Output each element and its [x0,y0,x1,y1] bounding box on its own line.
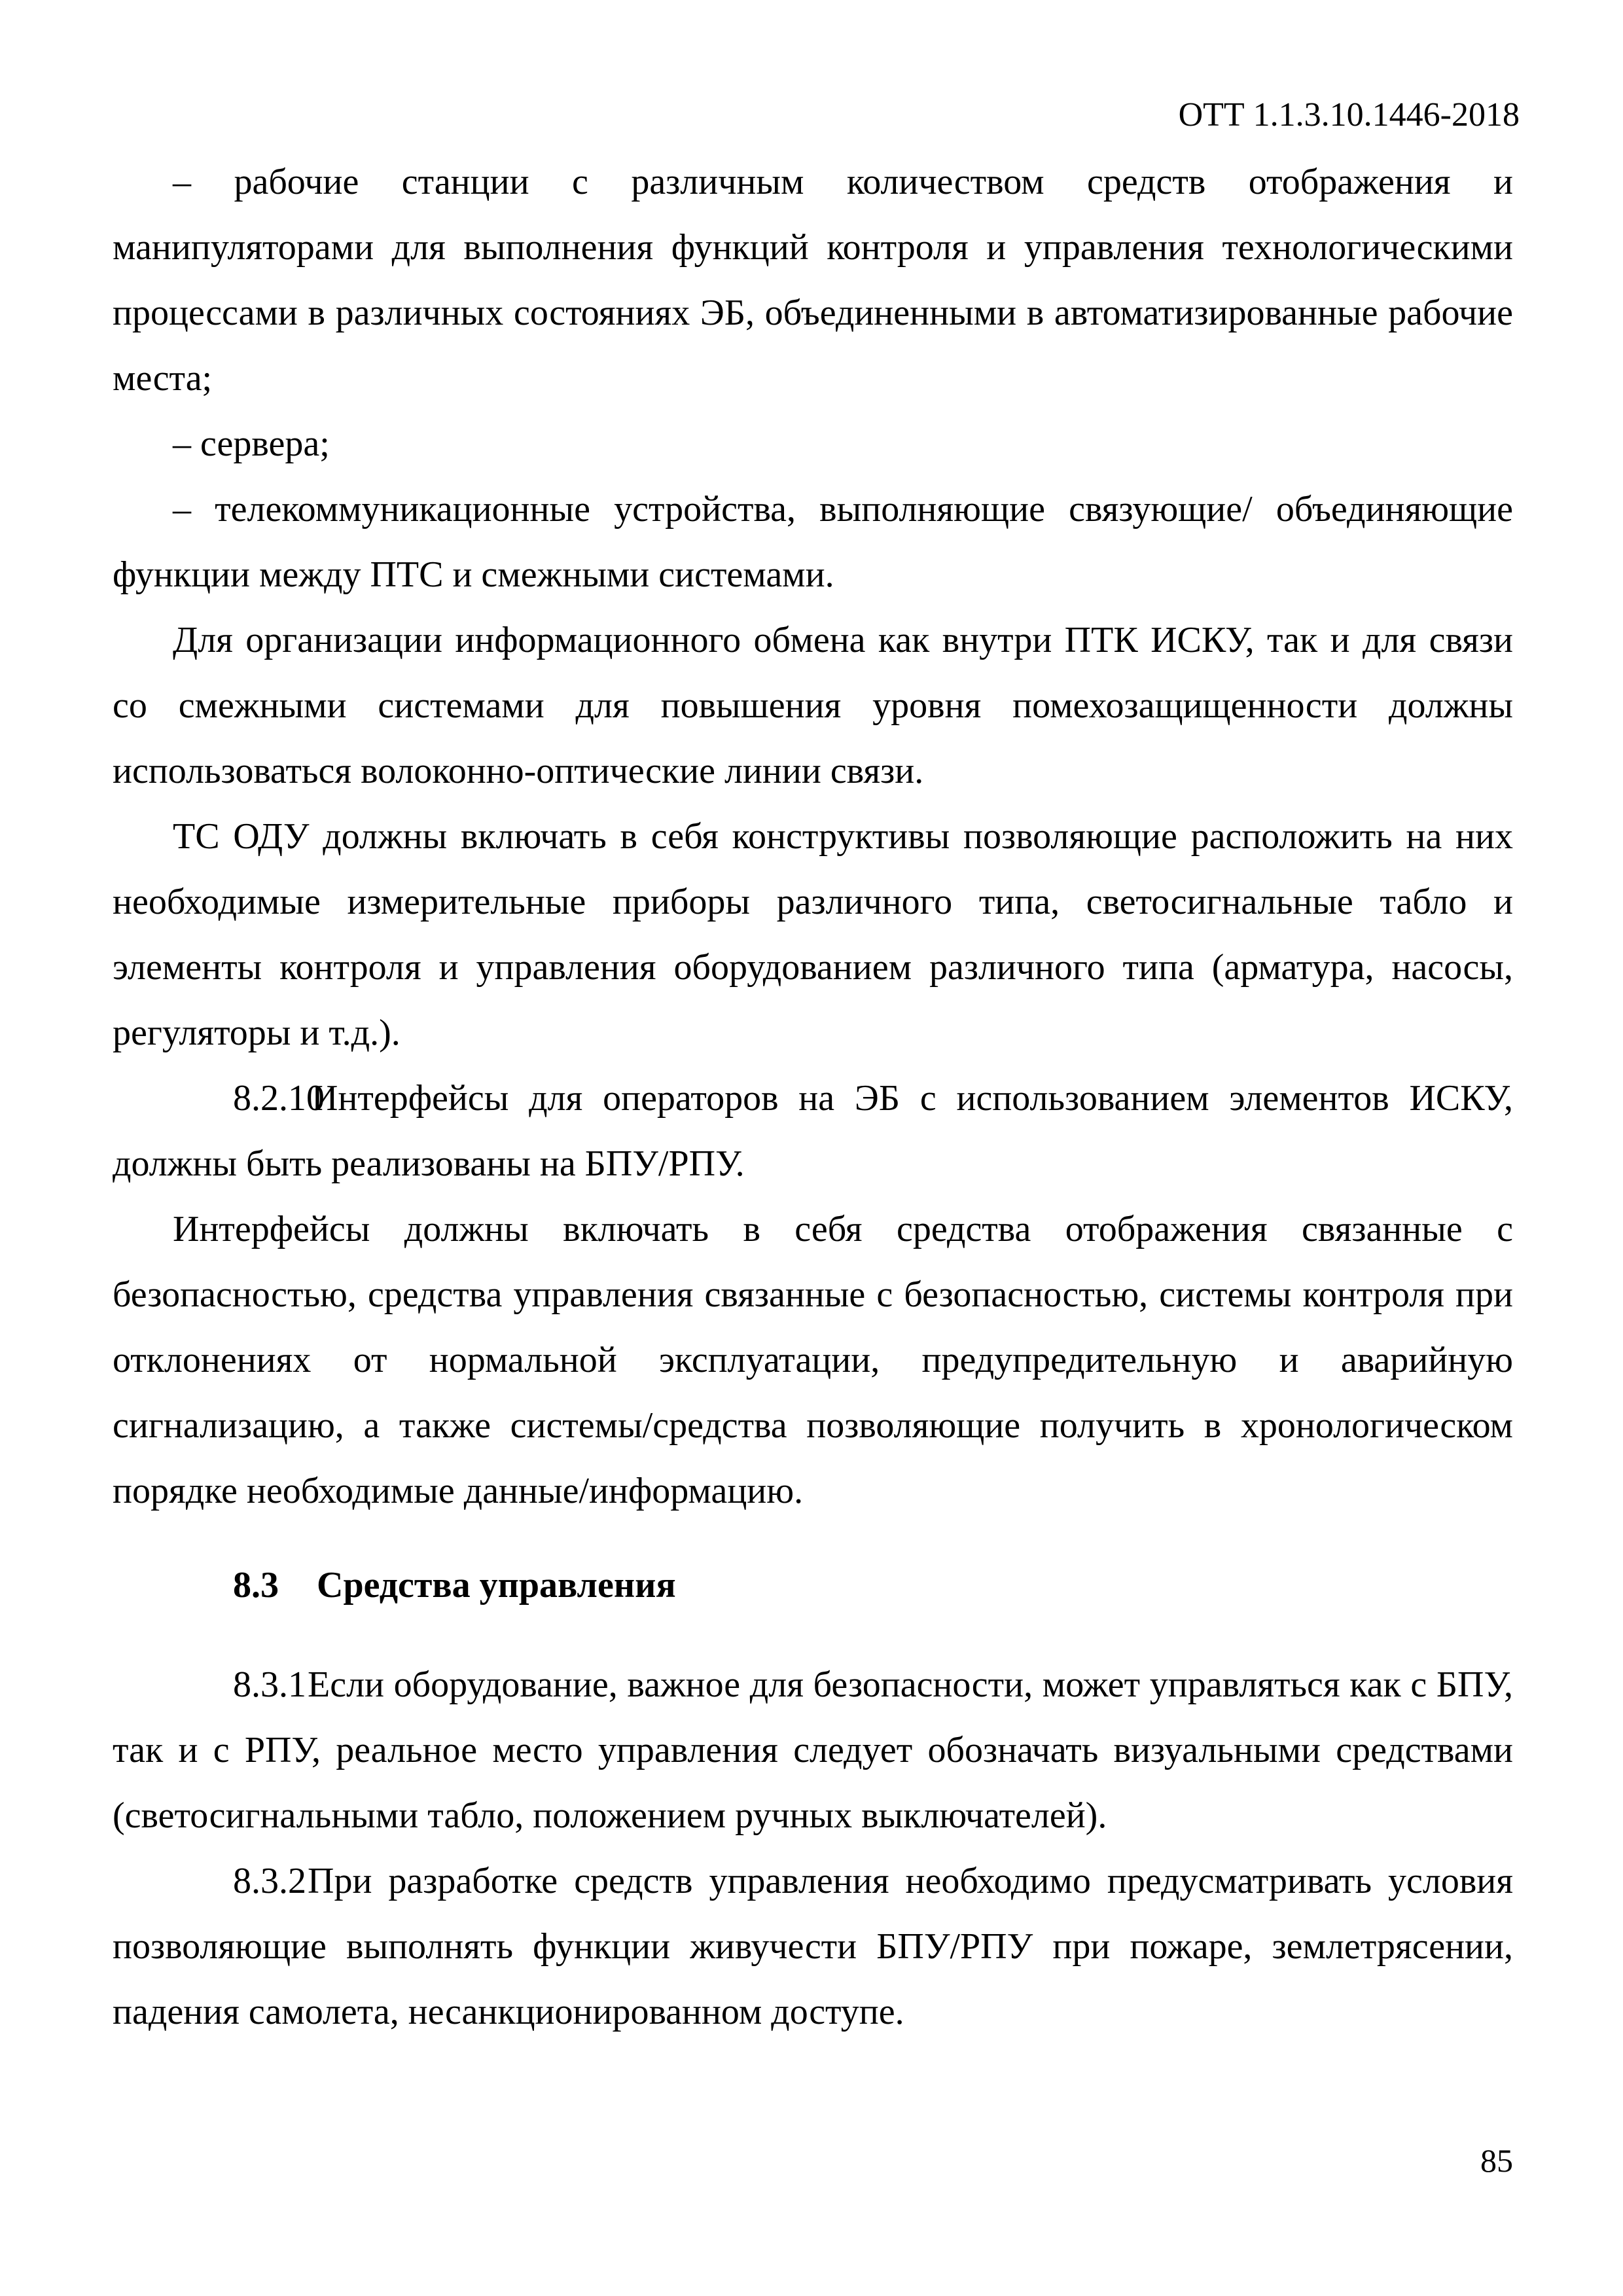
clause-text: Если оборудование, важное для безопасности, может управляться как с БПУ, так и с РПУ, реальное место управления следует обозначать визуальными средствами (светосигнальными табло, положением ручных выключателей). [113,1664,1513,1836]
page-body [113,149,1513,2045]
section-heading [113,1552,1513,1618]
clause-8-3-1 [113,1652,1513,1848]
clause-number: 8.3.1 [233,1664,306,1705]
paragraph-fiber-optic: Для организации информационного обмена как внутри ПТК ИСКУ, так и для связи со смежными системами для повышения уровня помехозащищенности должны использоваться волоконно-оптические линии связи. [113,620,1513,791]
list-item-servers: – сервера; [173,423,330,464]
paragraph-interfaces: Интерфейсы должны включать в себя средства отображения связанные с безопасностью, средства управления связанные с безопасностью, системы контроля при отклонениях от нормальной эксплуатации, предупредительную и аварийную сигнализацию, а также системы/средства позволяющие получить в хронологическом порядке необходимые данные/информацию. [113,1209,1513,1511]
list-item-workstations: – рабочие станции с различным количеством средств отображения и манипуляторами для выполнения функций контроля и управления технологическими процессами в различных состояниях ЭБ, объединенными в автоматизированные рабочие места; [113,162,1513,399]
clause-number: 8.2.10 [233,1078,325,1119]
section-title: Средства управления [317,1565,676,1605]
clause-8-3-2 [113,1848,1513,2045]
section-number: 8.3 [233,1565,279,1605]
document-code: ОТТ 1.1.3.10.1446-2018 [1178,96,1520,134]
paragraph-ts-odu: ТС ОДУ должны включать в себя конструктивы позволяющие расположить на них необходимые измерительные приборы различного типа, светосигнальные табло и элементы контроля и управления оборудованием различного типа (арматура, насосы, регуляторы и т.д.). [113,816,1513,1053]
page-number: 85 [1480,2142,1513,2179]
clause-number: 8.3.2 [233,1861,306,1901]
list-item-telecom-devices: – телекоммуникационные устройства, выполняющие связующие/ объединяющие функции между ПТС и смежными системами. [113,489,1513,595]
clause-8-2-10 [113,1066,1513,1196]
clause-text: Интерфейсы для операторов на ЭБ с использованием элементов ИСКУ, должны быть реализованы на БПУ/РПУ. [113,1078,1513,1184]
clause-text: При разработке средств управления необходимо предусматривать условия позволяющие выполнять функции живучести БПУ/РПУ при пожаре, землетрясении, падения самолета, несанкционированном доступе. [113,1861,1513,2032]
